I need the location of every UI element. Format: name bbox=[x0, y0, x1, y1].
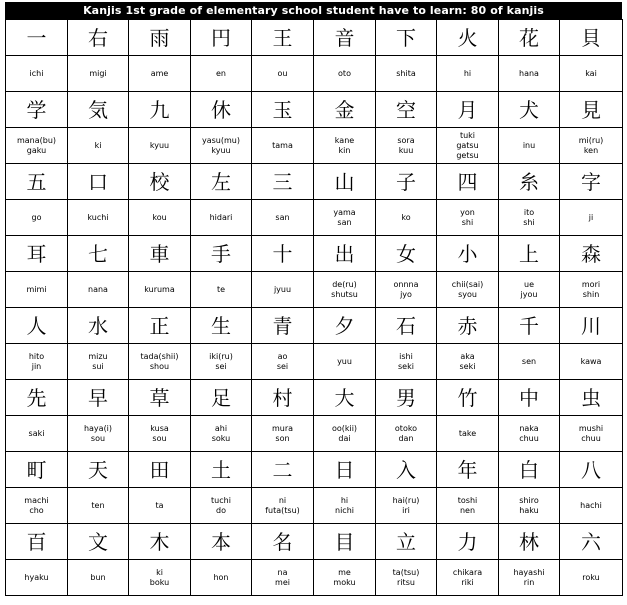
reading-cell: mi(ru) ken bbox=[560, 128, 623, 164]
kanji-row bbox=[6, 20, 623, 56]
kanji-cell: 足 bbox=[191, 380, 252, 416]
reading-cell: ten bbox=[68, 488, 129, 524]
kanji-cell: 気 bbox=[68, 92, 129, 128]
reading-cell: tama bbox=[252, 128, 314, 164]
kanji-cell: 二 bbox=[252, 452, 314, 488]
kanji-cell: 入 bbox=[376, 452, 437, 488]
kanji-cell: 立 bbox=[376, 524, 437, 560]
kanji-cell: 目 bbox=[314, 524, 376, 560]
reading-row bbox=[6, 200, 623, 236]
kanji-cell: 年 bbox=[437, 452, 499, 488]
reading-cell: ahi soku bbox=[191, 416, 252, 452]
kanji-cell: 早 bbox=[68, 380, 129, 416]
reading-cell: mimi bbox=[6, 272, 68, 308]
kanji-cell: 音 bbox=[314, 20, 376, 56]
kanji-cell: 貝 bbox=[560, 20, 623, 56]
kanji-cell: 山 bbox=[314, 164, 376, 200]
reading-cell: hyaku bbox=[6, 560, 68, 596]
kanji-cell: 車 bbox=[129, 236, 191, 272]
kanji-cell: 休 bbox=[191, 92, 252, 128]
reading-cell: kuchi bbox=[68, 200, 129, 236]
kanji-cell: 左 bbox=[191, 164, 252, 200]
kanji-cell: 生 bbox=[191, 308, 252, 344]
reading-cell: kai bbox=[560, 56, 623, 92]
kanji-table bbox=[5, 19, 623, 596]
reading-cell: san bbox=[252, 200, 314, 236]
reading-cell: inu bbox=[499, 128, 560, 164]
chart-title: Kanjis 1st grade of elementary school student have to learn: 80 of kanjis bbox=[5, 2, 622, 19]
reading-cell: en bbox=[191, 56, 252, 92]
kanji-cell: 百 bbox=[6, 524, 68, 560]
reading-cell: roku bbox=[560, 560, 623, 596]
kanji-cell: 出 bbox=[314, 236, 376, 272]
reading-cell: jyuu bbox=[252, 272, 314, 308]
kanji-cell: 小 bbox=[437, 236, 499, 272]
reading-cell: hana bbox=[499, 56, 560, 92]
reading-cell: na mei bbox=[252, 560, 314, 596]
reading-cell: yasu(mu) kyuu bbox=[191, 128, 252, 164]
kanji-cell: 玉 bbox=[252, 92, 314, 128]
reading-cell: mori shin bbox=[560, 272, 623, 308]
reading-cell: ao sei bbox=[252, 344, 314, 380]
reading-cell: bun bbox=[68, 560, 129, 596]
reading-cell: kou bbox=[129, 200, 191, 236]
kanji-cell: 王 bbox=[252, 20, 314, 56]
kanji-row bbox=[6, 452, 623, 488]
kanji-cell: 林 bbox=[499, 524, 560, 560]
reading-row bbox=[6, 416, 623, 452]
reading-cell: hachi bbox=[560, 488, 623, 524]
reading-cell: tuchi do bbox=[191, 488, 252, 524]
kanji-cell: 力 bbox=[437, 524, 499, 560]
reading-row bbox=[6, 344, 623, 380]
kanji-cell: 本 bbox=[191, 524, 252, 560]
kanji-cell: 犬 bbox=[499, 92, 560, 128]
reading-cell: ko bbox=[376, 200, 437, 236]
kanji-cell: 土 bbox=[191, 452, 252, 488]
reading-cell: haya(i) sou bbox=[68, 416, 129, 452]
kanji-cell: 文 bbox=[68, 524, 129, 560]
kanji-cell: 森 bbox=[560, 236, 623, 272]
kanji-cell: 日 bbox=[314, 452, 376, 488]
kanji-cell: 四 bbox=[437, 164, 499, 200]
reading-cell: ichi bbox=[6, 56, 68, 92]
reading-cell: te bbox=[191, 272, 252, 308]
kanji-cell: 名 bbox=[252, 524, 314, 560]
reading-cell: ito shi bbox=[499, 200, 560, 236]
reading-cell: mizu sui bbox=[68, 344, 129, 380]
reading-row bbox=[6, 560, 623, 596]
kanji-cell: 雨 bbox=[129, 20, 191, 56]
reading-cell: ou bbox=[252, 56, 314, 92]
reading-cell: kane kin bbox=[314, 128, 376, 164]
reading-cell: sen bbox=[499, 344, 560, 380]
kanji-cell: 子 bbox=[376, 164, 437, 200]
reading-cell: oo(kii) dai bbox=[314, 416, 376, 452]
reading-cell: toshi nen bbox=[437, 488, 499, 524]
reading-cell: yama san bbox=[314, 200, 376, 236]
reading-cell: hai(ru) iri bbox=[376, 488, 437, 524]
reading-cell: ta bbox=[129, 488, 191, 524]
kanji-cell: 夕 bbox=[314, 308, 376, 344]
kanji-table-body bbox=[6, 20, 623, 596]
reading-cell: chikara riki bbox=[437, 560, 499, 596]
reading-row bbox=[6, 56, 623, 92]
kanji-cell: 青 bbox=[252, 308, 314, 344]
reading-cell: go bbox=[6, 200, 68, 236]
kanji-cell: 九 bbox=[129, 92, 191, 128]
reading-cell: kawa bbox=[560, 344, 623, 380]
kanji-cell: 木 bbox=[129, 524, 191, 560]
kanji-cell: 草 bbox=[129, 380, 191, 416]
reading-cell: hi bbox=[437, 56, 499, 92]
kanji-cell: 田 bbox=[129, 452, 191, 488]
kanji-cell: 校 bbox=[129, 164, 191, 200]
reading-cell: otoko dan bbox=[376, 416, 437, 452]
reading-cell: hon bbox=[191, 560, 252, 596]
reading-cell: tuki gatsu getsu bbox=[437, 128, 499, 164]
kanji-cell: 花 bbox=[499, 20, 560, 56]
reading-cell: aka seki bbox=[437, 344, 499, 380]
kanji-cell: 月 bbox=[437, 92, 499, 128]
kanji-cell: 川 bbox=[560, 308, 623, 344]
reading-cell: kusa sou bbox=[129, 416, 191, 452]
reading-cell: kuruma bbox=[129, 272, 191, 308]
reading-cell: yon shi bbox=[437, 200, 499, 236]
reading-cell: naka chuu bbox=[499, 416, 560, 452]
kanji-cell: 三 bbox=[252, 164, 314, 200]
kanji-cell: 学 bbox=[6, 92, 68, 128]
kanji-cell: 一 bbox=[6, 20, 68, 56]
kanji-cell: 赤 bbox=[437, 308, 499, 344]
reading-cell: mana(bu) gaku bbox=[6, 128, 68, 164]
reading-cell: kyuu bbox=[129, 128, 191, 164]
kanji-cell: 白 bbox=[499, 452, 560, 488]
kanji-cell: 八 bbox=[560, 452, 623, 488]
reading-cell: ue jyou bbox=[499, 272, 560, 308]
kanji-cell: 十 bbox=[252, 236, 314, 272]
reading-cell: ta(tsu) ritsu bbox=[376, 560, 437, 596]
kanji-cell: 七 bbox=[68, 236, 129, 272]
kanji-cell: 水 bbox=[68, 308, 129, 344]
kanji-row bbox=[6, 164, 623, 200]
reading-cell: yuu bbox=[314, 344, 376, 380]
reading-cell: de(ru) shutsu bbox=[314, 272, 376, 308]
kanji-cell: 火 bbox=[437, 20, 499, 56]
kanji-cell: 円 bbox=[191, 20, 252, 56]
kanji-cell: 中 bbox=[499, 380, 560, 416]
reading-cell: machi cho bbox=[6, 488, 68, 524]
kanji-cell: 竹 bbox=[437, 380, 499, 416]
kanji-row bbox=[6, 524, 623, 560]
reading-cell: hi nichi bbox=[314, 488, 376, 524]
reading-cell: ji bbox=[560, 200, 623, 236]
kanji-cell: 糸 bbox=[499, 164, 560, 200]
reading-cell: hayashi rin bbox=[499, 560, 560, 596]
kanji-cell: 正 bbox=[129, 308, 191, 344]
kanji-chart bbox=[5, 2, 622, 596]
kanji-cell: 空 bbox=[376, 92, 437, 128]
reading-cell: mura son bbox=[252, 416, 314, 452]
kanji-cell: 先 bbox=[6, 380, 68, 416]
kanji-cell: 見 bbox=[560, 92, 623, 128]
kanji-row bbox=[6, 236, 623, 272]
kanji-cell: 虫 bbox=[560, 380, 623, 416]
kanji-cell: 村 bbox=[252, 380, 314, 416]
kanji-cell: 五 bbox=[6, 164, 68, 200]
kanji-cell: 大 bbox=[314, 380, 376, 416]
reading-cell: ki bbox=[68, 128, 129, 164]
reading-cell: hidari bbox=[191, 200, 252, 236]
kanji-cell: 男 bbox=[376, 380, 437, 416]
kanji-cell: 口 bbox=[68, 164, 129, 200]
reading-row bbox=[6, 488, 623, 524]
reading-cell: tada(shii) shou bbox=[129, 344, 191, 380]
reading-cell: take bbox=[437, 416, 499, 452]
reading-cell: ame bbox=[129, 56, 191, 92]
reading-cell: onnna jyo bbox=[376, 272, 437, 308]
kanji-cell: 天 bbox=[68, 452, 129, 488]
reading-cell: ishi seki bbox=[376, 344, 437, 380]
kanji-row bbox=[6, 380, 623, 416]
reading-cell: ni futa(tsu) bbox=[252, 488, 314, 524]
kanji-cell: 金 bbox=[314, 92, 376, 128]
kanji-cell: 右 bbox=[68, 20, 129, 56]
kanji-cell: 千 bbox=[499, 308, 560, 344]
reading-cell: iki(ru) sei bbox=[191, 344, 252, 380]
reading-row bbox=[6, 272, 623, 308]
reading-row bbox=[6, 128, 623, 164]
kanji-cell: 手 bbox=[191, 236, 252, 272]
reading-cell: nana bbox=[68, 272, 129, 308]
reading-cell: chii(sai) syou bbox=[437, 272, 499, 308]
kanji-cell: 女 bbox=[376, 236, 437, 272]
kanji-cell: 石 bbox=[376, 308, 437, 344]
reading-cell: shiro haku bbox=[499, 488, 560, 524]
kanji-row bbox=[6, 308, 623, 344]
kanji-cell: 耳 bbox=[6, 236, 68, 272]
reading-cell: hito jin bbox=[6, 344, 68, 380]
kanji-cell: 下 bbox=[376, 20, 437, 56]
kanji-row bbox=[6, 92, 623, 128]
reading-cell: migi bbox=[68, 56, 129, 92]
reading-cell: mushi chuu bbox=[560, 416, 623, 452]
kanji-cell: 上 bbox=[499, 236, 560, 272]
reading-cell: ki boku bbox=[129, 560, 191, 596]
reading-cell: me moku bbox=[314, 560, 376, 596]
kanji-cell: 字 bbox=[560, 164, 623, 200]
kanji-cell: 六 bbox=[560, 524, 623, 560]
kanji-cell: 人 bbox=[6, 308, 68, 344]
reading-cell: shita bbox=[376, 56, 437, 92]
reading-cell: sora kuu bbox=[376, 128, 437, 164]
kanji-cell: 町 bbox=[6, 452, 68, 488]
reading-cell: saki bbox=[6, 416, 68, 452]
reading-cell: oto bbox=[314, 56, 376, 92]
